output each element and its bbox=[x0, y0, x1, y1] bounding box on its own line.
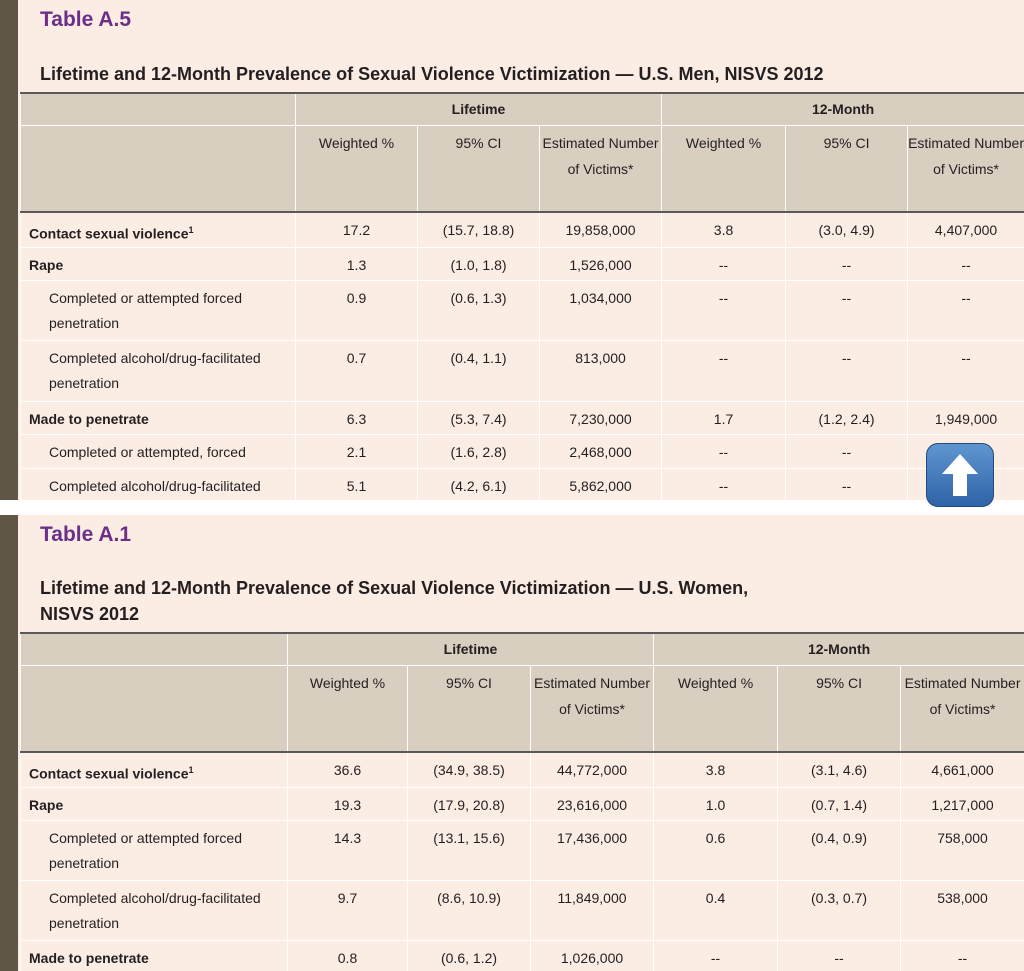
table-row bbox=[21, 340, 1024, 401]
table-cell: (0.7, 1.4) bbox=[778, 787, 901, 820]
table-cell: 7,230,000 bbox=[540, 401, 662, 434]
row-label: Completed alcohol/drug-facilitated penetration bbox=[21, 880, 288, 940]
table-row bbox=[21, 212, 1024, 247]
table-cell: -- bbox=[786, 434, 908, 468]
table-row bbox=[21, 752, 1024, 787]
column-header: Estimated Number of Victims* bbox=[901, 665, 1024, 752]
table-cell: 44,772,000 bbox=[531, 752, 654, 787]
table-cell: -- bbox=[662, 280, 786, 340]
table-cell: 4,661,000 bbox=[901, 752, 1024, 787]
table-row bbox=[21, 434, 1024, 468]
group-header-12-month: 12-Month bbox=[662, 93, 1024, 125]
column-header: 95% CI bbox=[418, 125, 540, 212]
image-divider bbox=[0, 500, 1024, 515]
table-cell: 1,034,000 bbox=[540, 280, 662, 340]
column-header: 95% CI bbox=[408, 665, 531, 752]
corner-cell bbox=[21, 633, 288, 665]
table-cell: (8.6, 10.9) bbox=[408, 880, 531, 940]
women-prevalence-table bbox=[20, 632, 1024, 971]
table-row bbox=[21, 787, 1024, 820]
table-cell: -- bbox=[662, 468, 786, 500]
column-header: Weighted % bbox=[288, 665, 408, 752]
table-cell: -- bbox=[654, 940, 778, 971]
table-cell: 0.6 bbox=[654, 820, 778, 880]
table-cell: 9.7 bbox=[288, 880, 408, 940]
table-cell: (1.0, 1.8) bbox=[418, 247, 540, 280]
table-title: Lifetime and 12-Month Prevalence of Sexual Violence Victimization — U.S. Men, NISVS 2012 bbox=[40, 64, 824, 84]
table-cell: -- bbox=[662, 247, 786, 280]
table-cell: (1.2, 2.4) bbox=[786, 401, 908, 434]
group-header-lifetime: Lifetime bbox=[296, 93, 662, 125]
row-label: Rape bbox=[21, 247, 296, 280]
table-cell: 2,468,000 bbox=[540, 434, 662, 468]
table-cell: 813,000 bbox=[540, 340, 662, 401]
row-label: Contact sexual violence$^1$ bbox=[21, 752, 288, 787]
table-cell: 19,858,000 bbox=[540, 212, 662, 247]
table-row bbox=[21, 401, 1024, 434]
row-label: Completed or attempted, forced bbox=[21, 434, 296, 468]
table-cell: -- bbox=[786, 340, 908, 401]
table-cell: 17,436,000 bbox=[531, 820, 654, 880]
table-cell: 6.3 bbox=[296, 401, 418, 434]
column-header: 95% CI bbox=[786, 125, 908, 212]
table-cell: -- bbox=[786, 247, 908, 280]
column-header: Weighted % bbox=[296, 125, 418, 212]
table-label: Table A.1 bbox=[40, 523, 132, 546]
table-row bbox=[21, 820, 1024, 880]
table-cell: (0.6, 1.3) bbox=[418, 280, 540, 340]
table-cell: 36.6 bbox=[288, 752, 408, 787]
table-row bbox=[21, 468, 1024, 500]
table-cell: 758,000 bbox=[901, 820, 1024, 880]
table-cell: (15.7, 18.8) bbox=[418, 212, 540, 247]
table-cell: (1.6, 2.8) bbox=[418, 434, 540, 468]
men-prevalence-table bbox=[20, 92, 1024, 500]
row-label: Made to penetrate bbox=[21, 940, 288, 971]
group-header-lifetime: Lifetime bbox=[288, 633, 654, 665]
table-cell: 5,862,000 bbox=[540, 468, 662, 500]
table-cell: 0.9 bbox=[296, 280, 418, 340]
table-cell: -- bbox=[786, 280, 908, 340]
arrow-up-icon bbox=[940, 452, 980, 498]
stub-header bbox=[21, 125, 296, 212]
table-label: Table A.5 bbox=[40, 8, 132, 31]
table-row bbox=[21, 880, 1024, 940]
table-cell: 3.8 bbox=[654, 752, 778, 787]
row-label: Completed or attempted forced penetration bbox=[21, 820, 288, 880]
table-cell: 2.1 bbox=[296, 434, 418, 468]
table-cell: 5.1 bbox=[296, 468, 418, 500]
table-cell: 1,526,000 bbox=[540, 247, 662, 280]
table-row bbox=[21, 247, 1024, 280]
table-cell: (0.3, 0.7) bbox=[778, 880, 901, 940]
scroll-to-top-button[interactable] bbox=[926, 443, 994, 507]
left-edge-bar bbox=[0, 0, 18, 500]
column-header: 95% CI bbox=[778, 665, 901, 752]
table-cell: 0.7 bbox=[296, 340, 418, 401]
table-cell: 19.3 bbox=[288, 787, 408, 820]
table-row bbox=[21, 940, 1024, 971]
column-header: Estimated Number of Victims* bbox=[908, 125, 1024, 212]
table-cell: 3.8 bbox=[662, 212, 786, 247]
table-cell: (34.9, 38.5) bbox=[408, 752, 531, 787]
row-label: Rape bbox=[21, 787, 288, 820]
table-cell: 1,217,000 bbox=[901, 787, 1024, 820]
table-cell: (3.0, 4.9) bbox=[786, 212, 908, 247]
group-header-12-month: 12-Month bbox=[654, 633, 1024, 665]
table-cell: 1,026,000 bbox=[531, 940, 654, 971]
column-header: Estimated Number of Victims* bbox=[531, 665, 654, 752]
row-label: Contact sexual violence$^1$ bbox=[21, 212, 296, 247]
table-cell: 14.3 bbox=[288, 820, 408, 880]
table-cell: -- bbox=[662, 434, 786, 468]
corner-cell bbox=[21, 93, 296, 125]
left-edge-bar bbox=[0, 515, 18, 971]
stub-header bbox=[21, 665, 288, 752]
row-label: Completed or attempted forced penetration bbox=[21, 280, 296, 340]
table-cell: -- bbox=[662, 340, 786, 401]
table-cell: -- bbox=[778, 940, 901, 971]
table-cell: 0.8 bbox=[288, 940, 408, 971]
table-cell: 538,000 bbox=[901, 880, 1024, 940]
table-cell: 1.7 bbox=[662, 401, 786, 434]
table-cell: (0.6, 1.2) bbox=[408, 940, 531, 971]
column-header: Weighted % bbox=[662, 125, 786, 212]
table-cell: 0.4 bbox=[654, 880, 778, 940]
table-a1-panel bbox=[0, 515, 1024, 971]
table-title-line-2: NISVS 2012 bbox=[40, 604, 140, 624]
table-cell: 1.0 bbox=[654, 787, 778, 820]
table-cell: 1,949,000 bbox=[908, 401, 1024, 434]
table-cell: -- bbox=[908, 340, 1024, 401]
table-cell: (17.9, 20.8) bbox=[408, 787, 531, 820]
table-cell: -- bbox=[786, 468, 908, 500]
table-cell: (13.1, 15.6) bbox=[408, 820, 531, 880]
table-cell: 1.3 bbox=[296, 247, 418, 280]
table-cell: (0.4, 1.1) bbox=[418, 340, 540, 401]
column-header: Weighted % bbox=[654, 665, 778, 752]
row-label: Completed alcohol/drug-facilitated bbox=[21, 468, 296, 500]
table-cell: -- bbox=[901, 940, 1024, 971]
column-header: Estimated Number of Victims* bbox=[540, 125, 662, 212]
row-label: Completed alcohol/drug-facilitated penetration bbox=[21, 340, 296, 401]
table-cell: (3.1, 4.6) bbox=[778, 752, 901, 787]
table-cell: 11,849,000 bbox=[531, 880, 654, 940]
table-title-line-1: Lifetime and 12-Month Prevalence of Sexual Violence Victimization — U.S. Women, bbox=[40, 578, 749, 598]
table-cell: -- bbox=[908, 247, 1024, 280]
table-cell: (0.4, 0.9) bbox=[778, 820, 901, 880]
table-cell: 4,407,000 bbox=[908, 212, 1024, 247]
table-row bbox=[21, 280, 1024, 340]
row-label: Made to penetrate bbox=[21, 401, 296, 434]
table-cell: 23,616,000 bbox=[531, 787, 654, 820]
table-cell: (5.3, 7.4) bbox=[418, 401, 540, 434]
table-cell: (4.2, 6.1) bbox=[418, 468, 540, 500]
table-cell: 17.2 bbox=[296, 212, 418, 247]
table-cell: -- bbox=[908, 280, 1024, 340]
